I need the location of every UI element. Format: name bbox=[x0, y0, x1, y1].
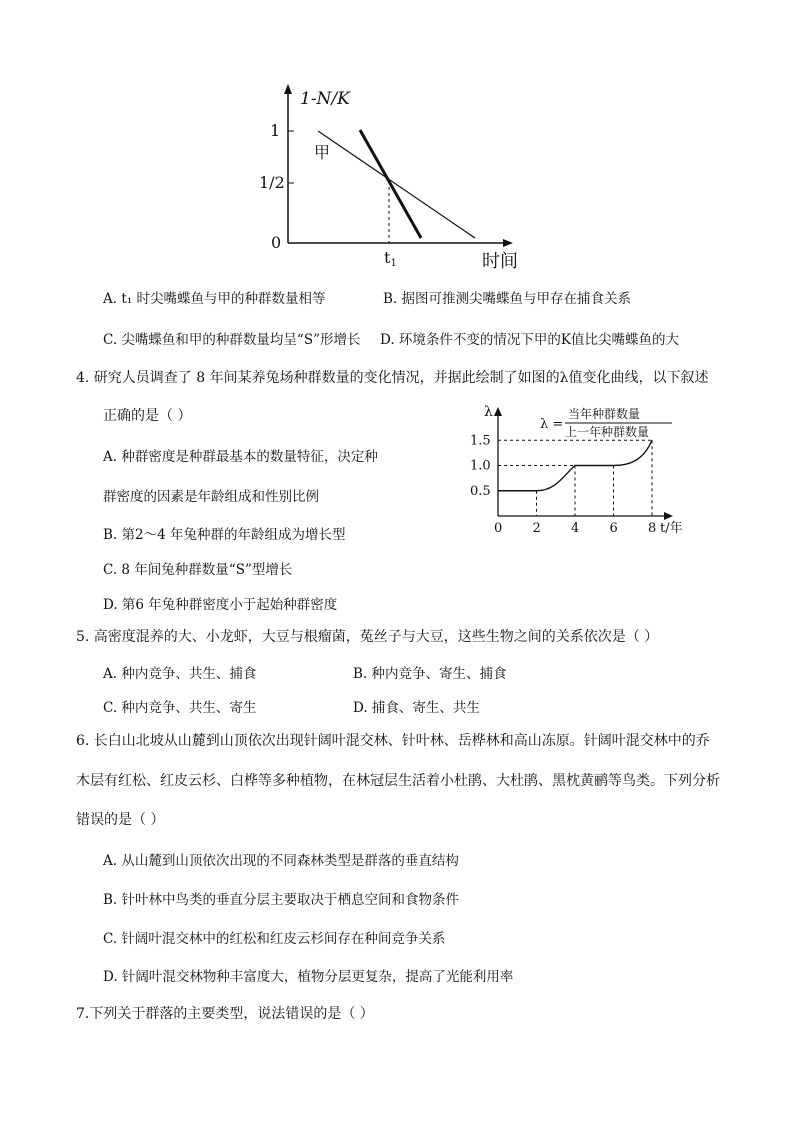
q6-stem-line-2: 木层有红松、红皮云杉、白桦等多种植物，在林冠层生活着小杜鹃、大杜鹃、黑枕黄鹂等鸟类。下列分析 bbox=[76, 773, 720, 789]
lambda-y-tick-label: 1.0 bbox=[470, 458, 491, 474]
q4-option-a-line-2: 群密度的因素是年龄组成和性别比例 bbox=[103, 489, 319, 505]
butterflyfish-line bbox=[360, 130, 421, 238]
q6-option-a: A. 从山麓到山顶依次出现的不同森林类型是群落的垂直结构 bbox=[103, 853, 459, 869]
y-axis-label: 1-N/K bbox=[300, 89, 350, 109]
q6-option-c: C. 针阔叶混交林中的红松和红皮云杉间存在种间竞争关系 bbox=[103, 931, 446, 947]
lambda-y-axis-arrow bbox=[494, 407, 502, 416]
lambda-y-axis-label: λ bbox=[484, 404, 493, 420]
q5-stem: 5. 高密度混养的大、小龙虾，大豆与根瘤菌，菟丝子与大豆，这些生物之间的关系依次是（ ） bbox=[76, 629, 659, 645]
q6-option-d: D. 针阔叶混交林物种丰富度大，植物分层更复杂，提高了光能利用率 bbox=[103, 969, 514, 985]
lambda-x-axis-label: t/年 bbox=[660, 521, 683, 536]
q6-stem-line-1: 6. 长白山北坡从山麓到山顶依次出现针阔叶混交林、针叶林、岳桦林和高山冻原。针阔叶混交林中的乔 bbox=[76, 733, 710, 749]
lambda-chart bbox=[470, 398, 700, 538]
series-label-jia: 甲 bbox=[314, 143, 331, 162]
x-axis-label: 时间 bbox=[482, 251, 518, 272]
q3-option-c: C. 尖嘴蝶鱼和甲的种群数量均呈“S”形增长 bbox=[103, 332, 361, 348]
q3-option-a: A. t₁ 时尖嘴蝶鱼与甲的种群数量相等 bbox=[103, 291, 326, 307]
x-axis-arrow bbox=[503, 239, 513, 247]
lambda-y-tick-label: 0.5 bbox=[470, 483, 491, 499]
y-tick-0: 0 bbox=[271, 233, 282, 252]
q3-option-d: D. 环境条件不变的情况下甲的K值比尖嘴蝶鱼的大 bbox=[380, 332, 680, 348]
lambda-x-tick-label: 4 bbox=[571, 521, 580, 536]
lambda-curve bbox=[498, 440, 652, 491]
lambda-formula-denominator: 上一年种群数量 bbox=[565, 425, 650, 439]
q4-stem-line-2: 正确的是（ ） bbox=[103, 408, 192, 424]
x-tick-t1: t1 bbox=[384, 248, 397, 269]
q4-option-d: D. 第6 年兔种群密度小于起始种群密度 bbox=[103, 597, 338, 613]
figure-1-graph bbox=[250, 80, 540, 275]
q4-option-b: B. 第2～4 年兔种群的年龄组成为增长型 bbox=[103, 527, 346, 543]
lambda-formula-lhs: λ = bbox=[540, 417, 564, 432]
species-jia-line bbox=[318, 131, 475, 238]
lambda-x-tick-label: 0 bbox=[494, 521, 503, 536]
q5-option-b: B. 种内竞争、寄生、捕食 bbox=[353, 666, 507, 682]
y-axis-arrow bbox=[284, 84, 292, 94]
y-tick-1: 1 bbox=[270, 121, 281, 140]
q4-option-c: C. 8 年间兔种群数量“S”型增长 bbox=[103, 562, 293, 578]
q3-option-b: B. 据图可推测尖嘴蝶鱼与甲存在捕食关系 bbox=[383, 291, 632, 307]
q5-option-a: A. 种内竞争、共生、捕食 bbox=[103, 666, 257, 682]
lambda-x-tick-label: 6 bbox=[609, 521, 618, 536]
q5-option-d: D. 捕食、寄生、共生 bbox=[353, 700, 480, 716]
q6-stem-line-3: 错误的是（ ） bbox=[76, 812, 165, 828]
q4-stem-line-1: 4. 研究人员调查了 8 年间某养兔场种群数量的变化情况，并据此绘制了如图的λ值变化曲线，以下叙述 bbox=[76, 370, 709, 386]
lambda-x-axis-arrow bbox=[664, 512, 673, 520]
lambda-x-tick-label: 2 bbox=[532, 521, 541, 536]
lambda-y-tick-label: 1.5 bbox=[470, 433, 491, 449]
y-tick-half: 1/2 bbox=[259, 173, 285, 192]
lambda-x-tick-label: 8 bbox=[648, 521, 657, 536]
q6-option-b: B. 针叶林中鸟类的垂直分层主要取决于栖息空间和食物条件 bbox=[103, 892, 460, 908]
q7-stem: 7.下列关于群落的主要类型，说法错误的是（ ） bbox=[76, 1006, 374, 1022]
lambda-formula-numerator: 当年种群数量 bbox=[568, 407, 641, 421]
q5-option-c: C. 种内竞争、共生、寄生 bbox=[103, 700, 257, 716]
q4-option-a-line-1: A. 种群密度是种群最基本的数量特征，决定种 bbox=[103, 449, 378, 465]
